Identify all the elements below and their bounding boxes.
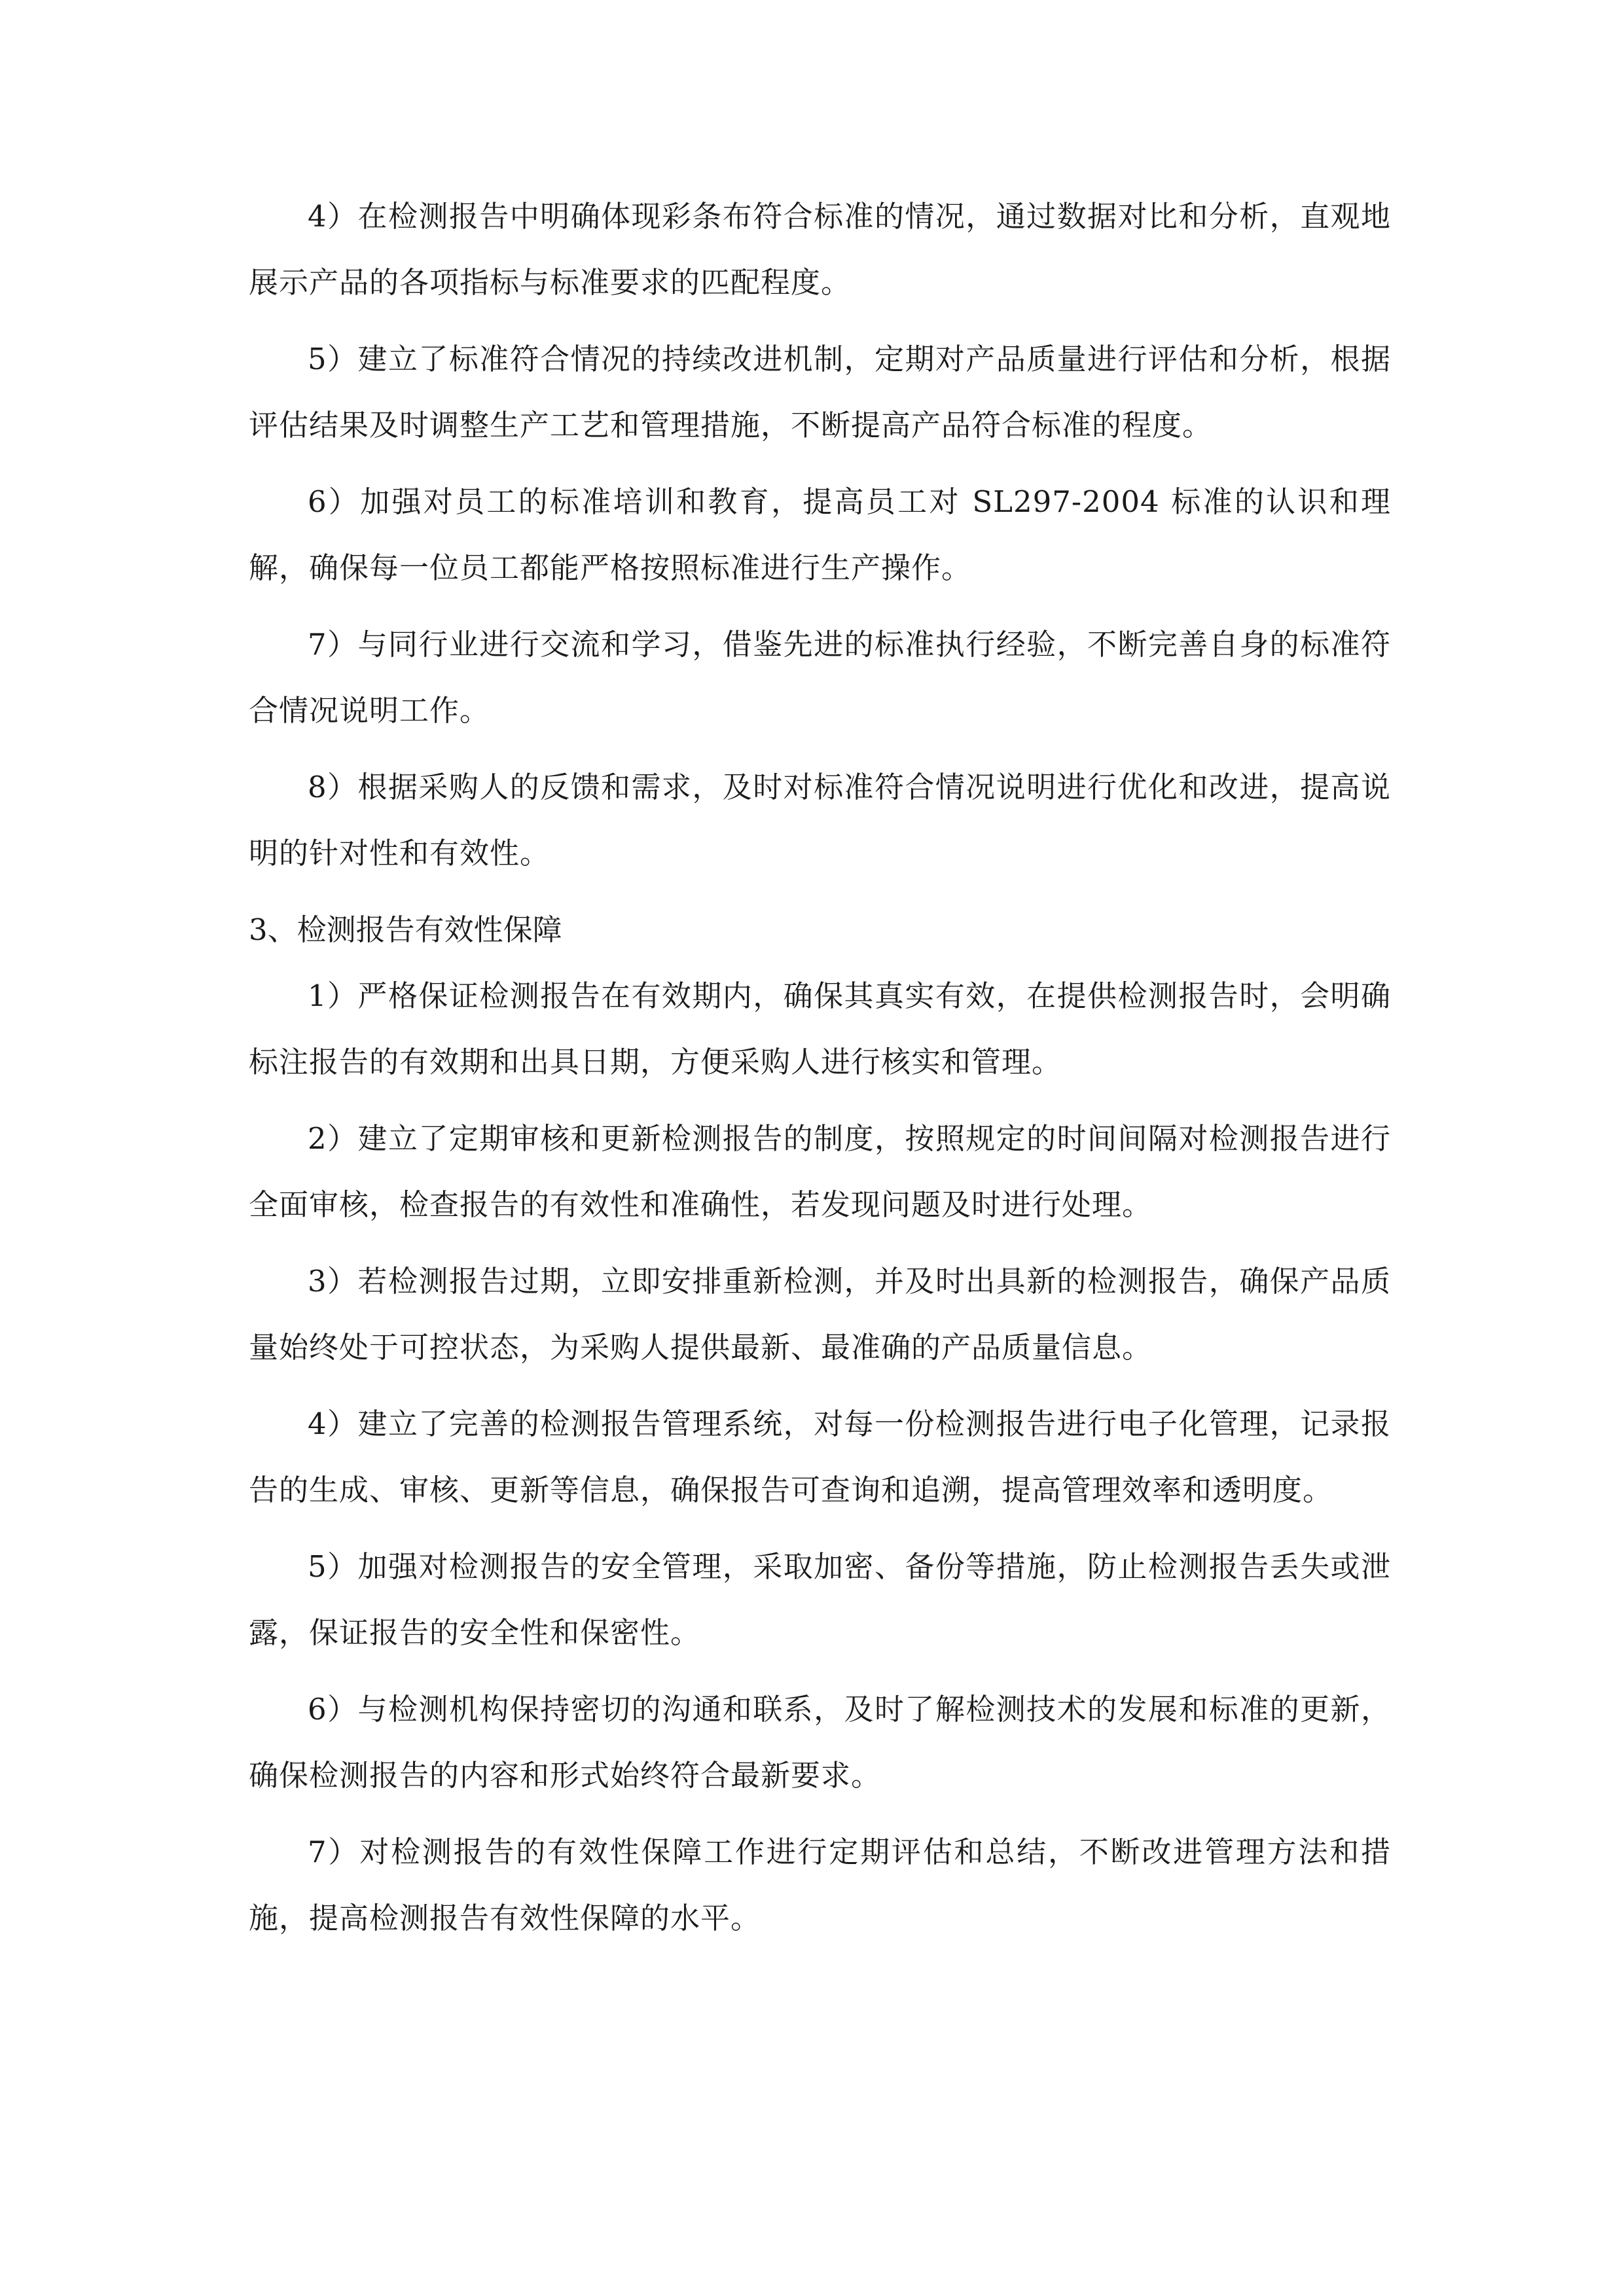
paragraph-validity-2: 2）建立了定期审核和更新检测报告的制度，按照规定的时间间隔对检测报告进行全面审核，检查报告的有效性和准确性，若发现问题及时进行处理。 (249, 1121, 1391, 1222)
paragraph-validity-3: 3）若检测报告过期，立即安排重新检测，并及时出具新的检测报告，确保产品质量始终处于可控状态，为采购人提供最新、最准确的产品质量信息。 (249, 1264, 1391, 1365)
section-heading-report-validity: 3、检测报告有效性保障 (249, 912, 562, 947)
paragraph-validity-6: 6）与检测机构保持密切的沟通和联系，及时了解检测技术的发展和标准的更新，确保检测报告的内容和形式始终符合最新要求。 (249, 1692, 1391, 1793)
paragraph-standard-8: 8）根据采购人的反馈和需求，及时对标准符合情况说明进行优化和改进，提高说明的针对性和有效性。 (249, 770, 1391, 870)
paragraph-validity-7: 7）对检测报告的有效性保障工作进行定期评估和总结，不断改进管理方法和措施，提高检测报告有效性保障的水平。 (249, 1835, 1391, 1935)
paragraph-standard-5: 5）建立了标准符合情况的持续改进机制，定期对产品质量进行评估和分析，根据评估结果及时调整生产工艺和管理措施，不断提高产品符合标准的程度。 (249, 342, 1391, 442)
paragraph-standard-4: 4）在检测报告中明确体现彩条布符合标准的情况，通过数据对比和分析，直观地展示产品的各项指标与标准要求的匹配程度。 (249, 199, 1391, 300)
paragraph-validity-1: 1）严格保证检测报告在有效期内，确保其真实有效，在提供检测报告时，会明确标注报告的有效期和出具日期，方便采购人进行核实和管理。 (249, 978, 1391, 1079)
paragraph-standard-7: 7）与同行业进行交流和学习，借鉴先进的标准执行经验，不断完善自身的标准符合情况说明工作。 (249, 627, 1391, 728)
paragraph-validity-5: 5）加强对检测报告的安全管理，采取加密、备份等措施，防止检测报告丢失或泄露，保证报告的安全性和保密性。 (249, 1549, 1391, 1650)
paragraph-standard-6: 6）加强对员工的标准培训和教育，提高员工对 SL297-2004 标准的认识和理解，确保每一位员工都能严格按照标准进行生产操作。 (249, 484, 1391, 585)
paragraph-validity-4: 4）建立了完善的检测报告管理系统，对每一份检测报告进行电子化管理，记录报告的生成、审核、更新等信息，确保报告可查询和追溯，提高管理效率和透明度。 (249, 1407, 1391, 1507)
document-page (249, 183, 1391, 1962)
